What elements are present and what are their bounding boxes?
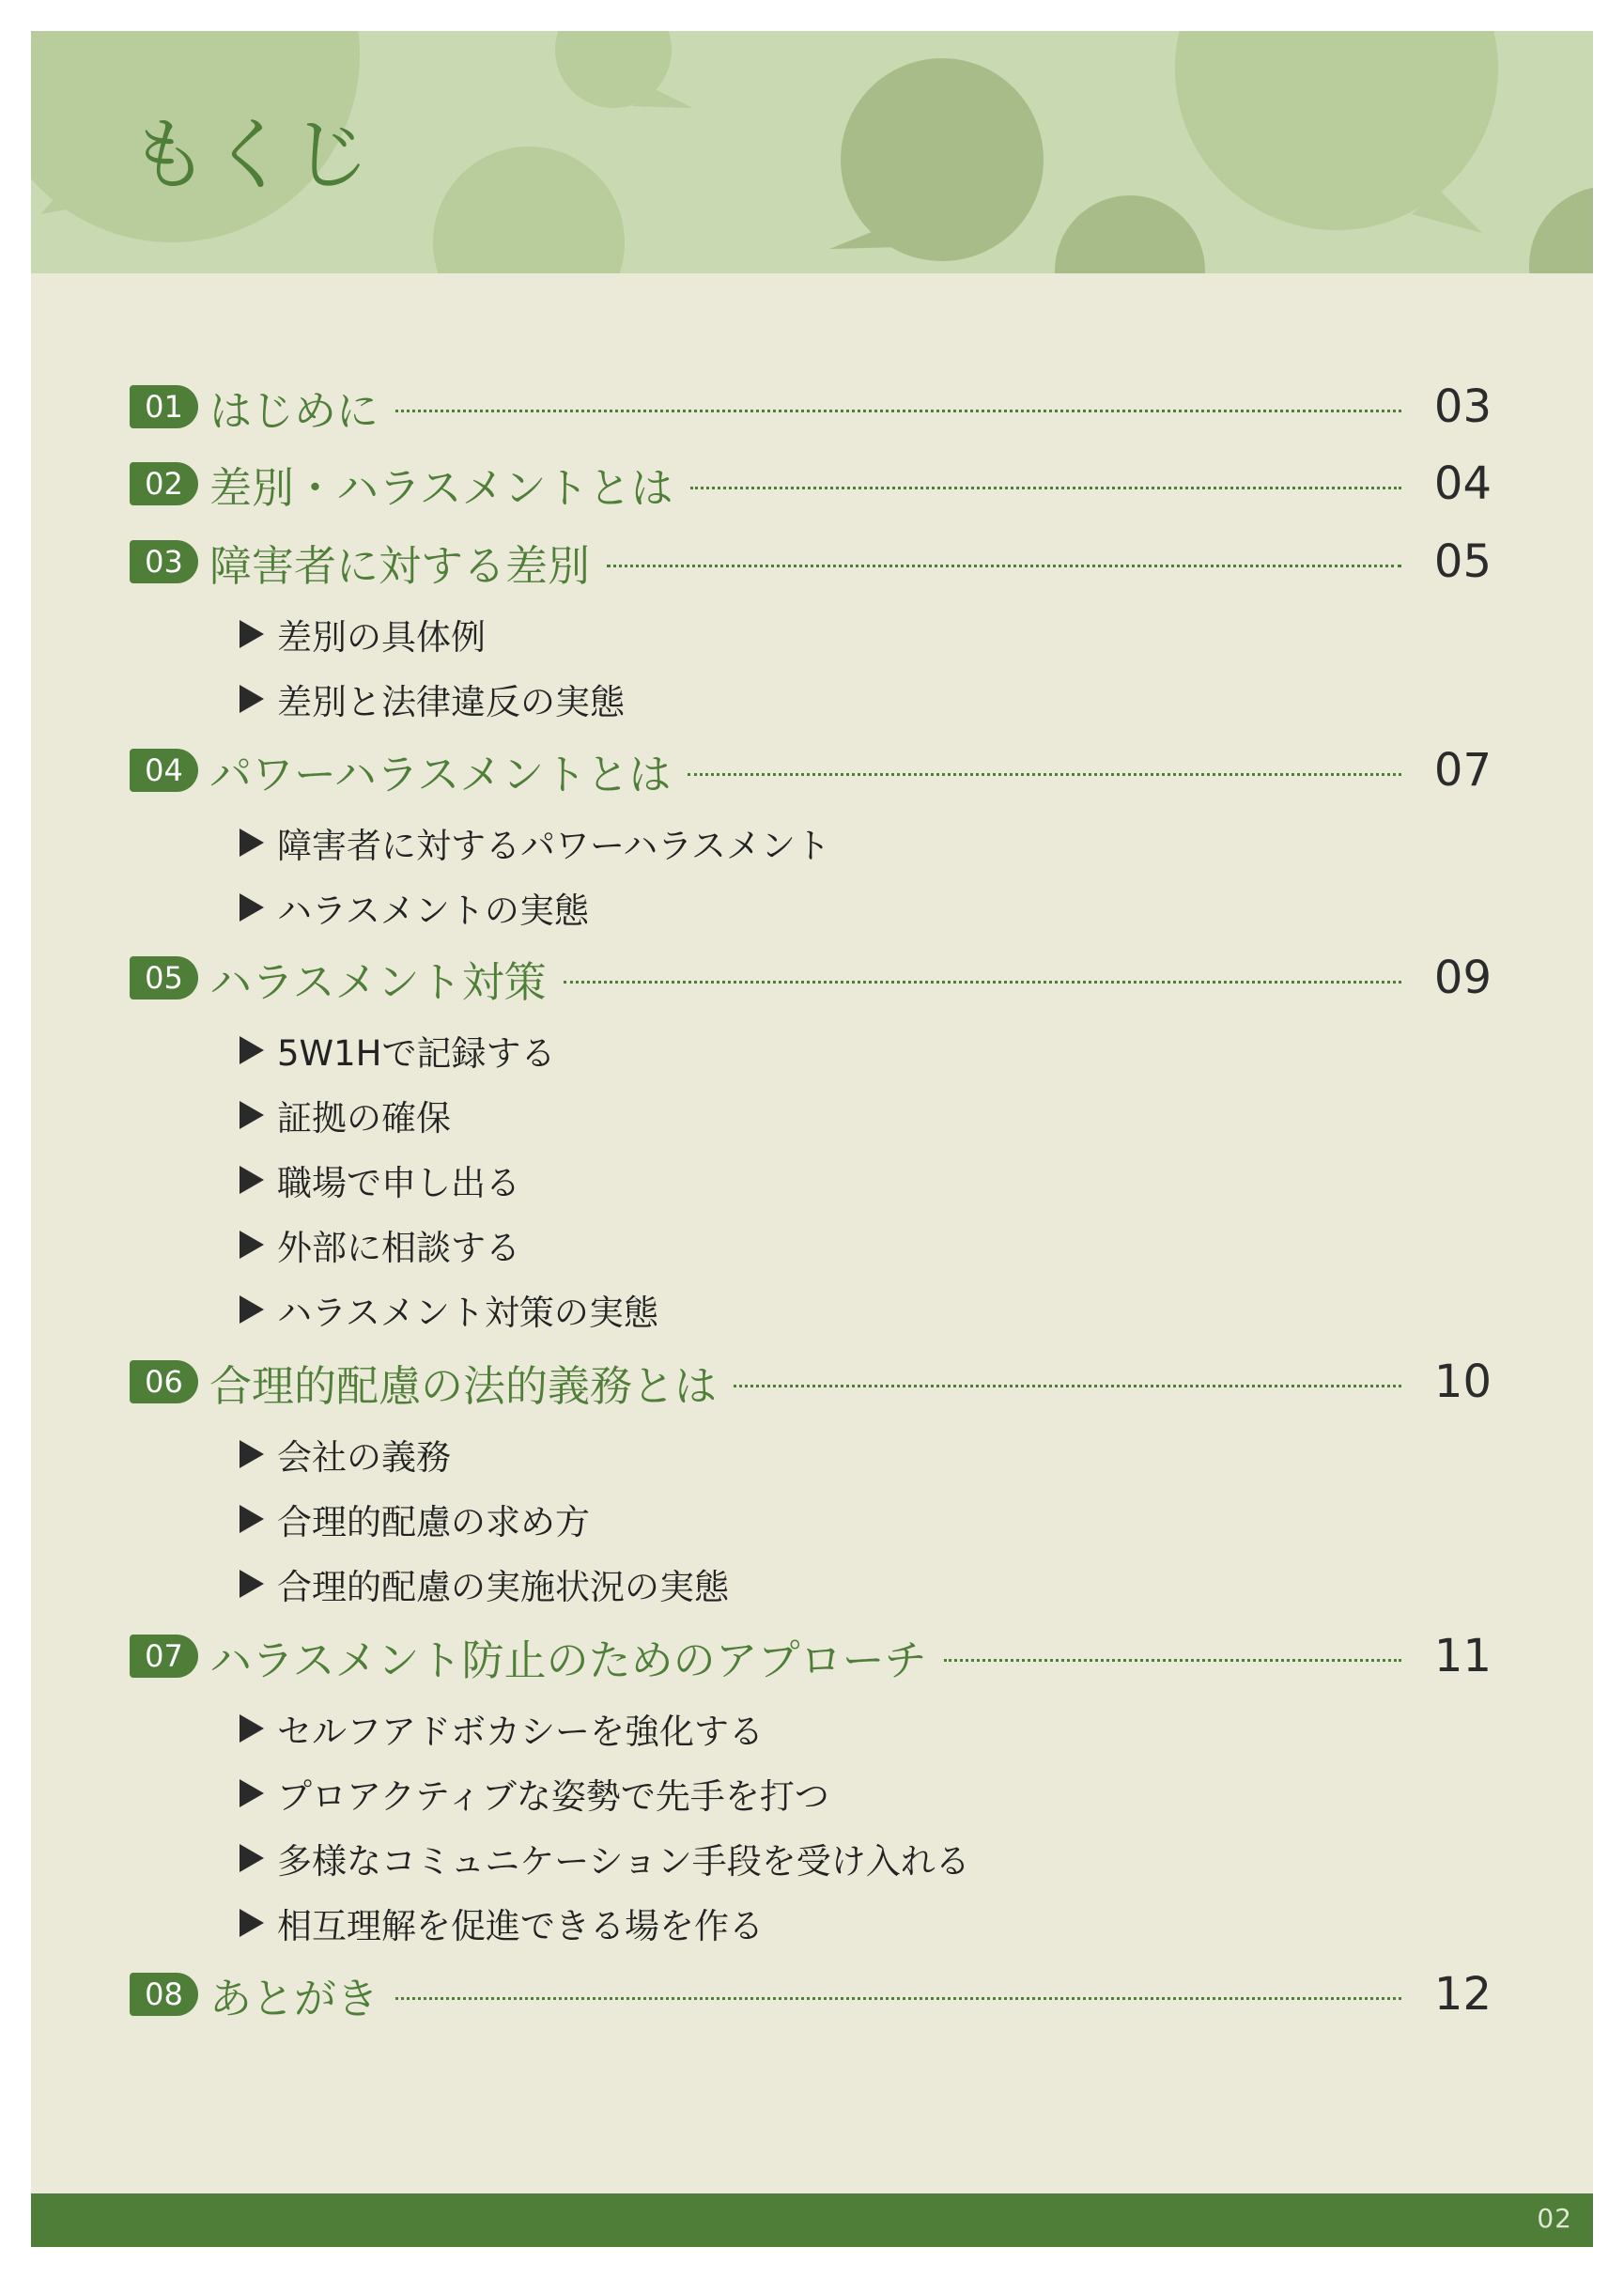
section-title[interactable]: パワーハラスメントとは bbox=[209, 749, 672, 799]
section-title[interactable]: 差別・ハラスメントとは bbox=[209, 462, 673, 513]
subitem-label: 差別と法律違反の実態 bbox=[277, 682, 625, 722]
triangle-bullet-icon bbox=[240, 829, 264, 857]
section-number-badge: 08 bbox=[130, 1973, 198, 2016]
toc-subitem[interactable] bbox=[240, 676, 625, 721]
dotted-leader bbox=[734, 1385, 1401, 1387]
subitem-label: 5W1Hで記録する bbox=[277, 1033, 556, 1074]
section-title[interactable]: ハラスメント防止のためのアプローチ bbox=[209, 1635, 927, 1685]
subitem-label: セルフアドボカシーを強化する bbox=[277, 1712, 764, 1752]
triangle-bullet-icon bbox=[240, 1909, 264, 1937]
dotted-leader bbox=[564, 981, 1401, 984]
toc-subitem[interactable] bbox=[240, 1900, 764, 1945]
subitem-label: 合理的配慮の実施状況の実態 bbox=[277, 1567, 729, 1607]
subitem-label: 多様なコミュニケーション手段を受け入れる bbox=[277, 1841, 970, 1882]
section-page-number: 04 bbox=[1433, 457, 1492, 510]
toc-subitem[interactable] bbox=[240, 1157, 520, 1202]
dotted-leader bbox=[944, 1659, 1401, 1662]
section-title[interactable]: 合理的配慮の法的義務とは bbox=[209, 1360, 718, 1411]
section-number-badge: 05 bbox=[130, 956, 198, 1000]
triangle-bullet-icon bbox=[240, 1101, 264, 1129]
triangle-bullet-icon bbox=[240, 1779, 264, 1807]
section-page-number: 05 bbox=[1433, 535, 1492, 588]
triangle-bullet-icon bbox=[240, 1440, 264, 1468]
triangle-bullet-icon bbox=[240, 893, 264, 922]
toc-section-08[interactable] bbox=[130, 1966, 1492, 2022]
toc-page bbox=[31, 31, 1593, 2247]
section-number-badge: 01 bbox=[130, 385, 198, 428]
subitem-label: ハラスメント対策の実態 bbox=[277, 1293, 658, 1333]
toc-subitem[interactable] bbox=[240, 1287, 658, 1332]
subitem-label: 外部に相談する bbox=[277, 1228, 520, 1268]
subitem-label: 障害者に対するパワーハラスメント bbox=[277, 826, 831, 866]
dotted-leader bbox=[688, 773, 1401, 776]
section-page-number: 12 bbox=[1433, 1968, 1492, 2021]
section-number-badge: 04 bbox=[130, 749, 198, 792]
dotted-leader bbox=[395, 1997, 1401, 2000]
section-title[interactable]: 障害者に対する差別 bbox=[209, 540, 591, 591]
section-page-number: 07 bbox=[1433, 744, 1492, 797]
toc-subitem[interactable] bbox=[240, 1706, 764, 1751]
triangle-bullet-icon bbox=[240, 1231, 264, 1259]
footer-band bbox=[31, 2193, 1593, 2247]
triangle-bullet-icon bbox=[240, 1714, 264, 1743]
section-page-number: 09 bbox=[1433, 952, 1492, 1004]
toc-subitem[interactable] bbox=[240, 1093, 451, 1138]
subitem-label: 証拠の確保 bbox=[277, 1098, 451, 1139]
toc-subitem[interactable] bbox=[240, 1561, 729, 1606]
section-number-badge: 07 bbox=[130, 1635, 198, 1678]
dotted-leader bbox=[690, 487, 1401, 489]
toc-section-01[interactable] bbox=[130, 379, 1492, 435]
subitem-label: 差別の具体例 bbox=[277, 617, 486, 658]
subitem-label: 会社の義務 bbox=[277, 1437, 451, 1478]
section-number-badge: 03 bbox=[130, 540, 198, 583]
subitem-label: ハラスメントの実態 bbox=[277, 891, 589, 931]
toc-section-02[interactable] bbox=[130, 456, 1492, 512]
toc-subitem[interactable] bbox=[240, 1771, 829, 1816]
subitem-label: 合理的配慮の求め方 bbox=[277, 1502, 590, 1542]
section-title[interactable]: はじめに bbox=[209, 385, 379, 436]
section-page-number: 03 bbox=[1433, 380, 1492, 433]
dotted-leader bbox=[395, 410, 1401, 412]
triangle-bullet-icon bbox=[240, 1570, 264, 1598]
toc-subitem[interactable] bbox=[240, 820, 830, 865]
toc-subitem[interactable] bbox=[240, 1222, 520, 1267]
subitem-label: 相互理解を促進できる場を作る bbox=[277, 1906, 764, 1946]
section-title[interactable]: あとがき bbox=[209, 1973, 379, 2023]
toc-subitem[interactable] bbox=[240, 1496, 590, 1542]
triangle-bullet-icon bbox=[240, 685, 264, 713]
triangle-bullet-icon bbox=[240, 1844, 264, 1872]
section-page-number: 10 bbox=[1433, 1356, 1492, 1408]
page-number: 02 bbox=[1537, 2203, 1572, 2234]
subitem-label: 職場で申し出る bbox=[277, 1163, 520, 1203]
triangle-bullet-icon bbox=[240, 1295, 264, 1324]
page-title: もくじ bbox=[130, 109, 373, 201]
section-number-badge: 06 bbox=[130, 1360, 198, 1403]
toc-section-06[interactable] bbox=[130, 1354, 1492, 1410]
triangle-bullet-icon bbox=[240, 1036, 264, 1064]
section-number-badge: 02 bbox=[130, 462, 198, 505]
toc-section-04[interactable] bbox=[130, 742, 1492, 798]
toc-subitem[interactable] bbox=[240, 885, 589, 930]
toc-subitem[interactable] bbox=[240, 1432, 451, 1477]
triangle-bullet-icon bbox=[240, 620, 264, 648]
subitem-label: プロアクティブな姿勢で先手を打つ bbox=[277, 1776, 829, 1817]
triangle-bullet-icon bbox=[240, 1505, 264, 1533]
table-of-contents bbox=[31, 31, 1593, 2192]
toc-section-03[interactable] bbox=[130, 534, 1492, 590]
toc-subitem[interactable] bbox=[240, 612, 486, 657]
triangle-bullet-icon bbox=[240, 1166, 264, 1194]
toc-subitem[interactable] bbox=[240, 1836, 970, 1881]
toc-section-07[interactable] bbox=[130, 1628, 1492, 1684]
section-page-number: 11 bbox=[1433, 1630, 1492, 1682]
toc-section-05[interactable] bbox=[130, 950, 1492, 1006]
dotted-leader bbox=[607, 565, 1401, 567]
toc-subitem[interactable] bbox=[240, 1028, 556, 1073]
section-title[interactable]: ハラスメント対策 bbox=[209, 956, 547, 1007]
